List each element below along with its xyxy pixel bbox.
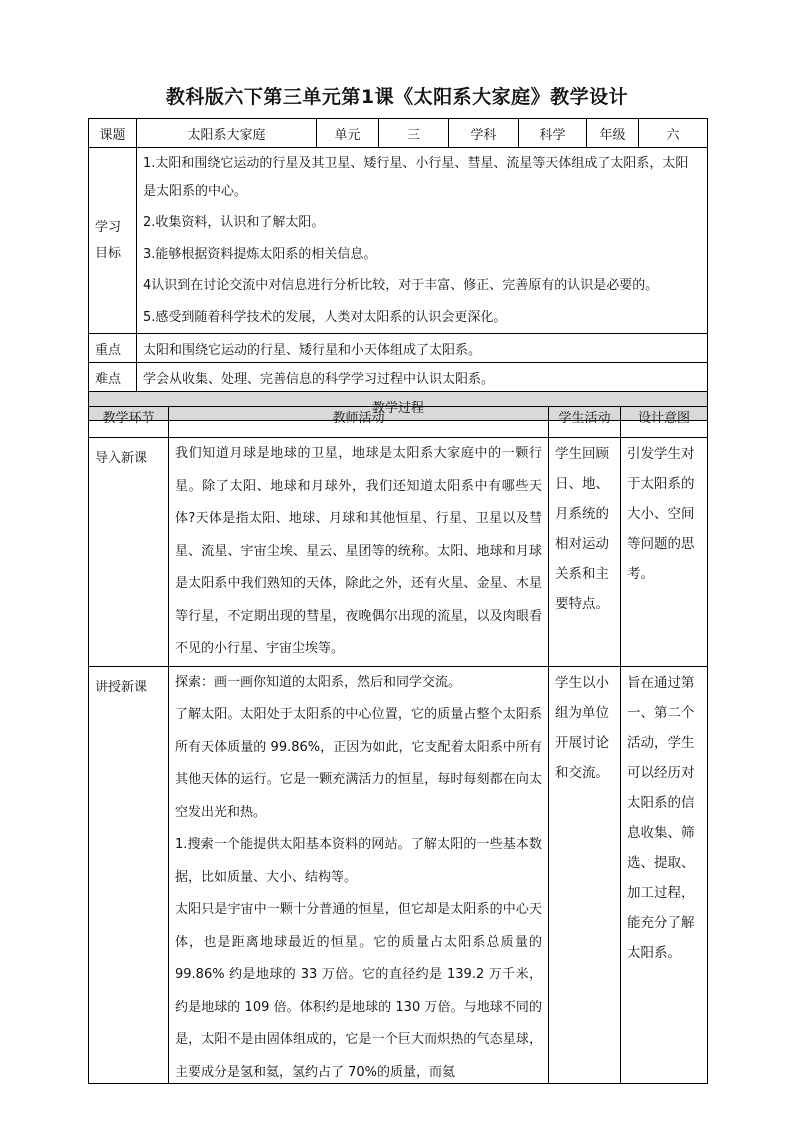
teacher-activity [169, 438, 549, 667]
unit-value: 三 [379, 119, 449, 148]
teacher-paragraph: 探索：画一画你知道的太阳系，然后和同学交流。 [175, 674, 462, 690]
goals-cell [137, 148, 708, 334]
intent-text: 引发学生对于太阳系的大小、空间等问题的思考。 [627, 446, 695, 582]
design-intent [621, 666, 708, 1083]
design-intent [621, 438, 708, 667]
goal-item: 3.能够根据资料提炼太阳系的相关信息。 [143, 246, 377, 262]
goal-item: 1.太阳和围绕它运动的行星及其卫星、矮行星、小行星、彗星、流星等天体组成了太阳系，太阳是太阳系的中心。 [143, 156, 689, 199]
header-student: 学生活动 [549, 407, 621, 438]
teacher-paragraph: 我们知道月球是地球的卫星，地球是太阳系大家庭中的一颗行星。除了太阳、地球和月球外，我们还知道太阳系中有哪些天体?天体是指太阳、地球、月球和其他恒星、行星、卫星以及彗星、流星、宇宙尘埃、星云、星团等的统称。太阳、地球和月球是太阳系中我们熟知的天体，除此之外，还有火星、金星、木星等行星，不定期出现的彗星，夜晚偶尔出现的流星，以及肉眼看不见的小行星、宇宙尘埃等。 [175, 446, 542, 656]
table-row [89, 438, 708, 667]
subject-label: 学科 [449, 119, 519, 148]
teacher-paragraph: 了解太阳。太阳处于太阳系的中心位置，它的质量占整个太阳系所有天体质量的 99.86%，正因为如此，它支配着太阳系中所有其他天体的运行。它是一颗充满活力的恒星，每时每刻都在向太空发出光和热。 [175, 707, 542, 820]
grade-value: 六 [639, 119, 708, 148]
student-text: 学生回顾日、地、月系统的相对运动关系和主要特点。 [555, 446, 609, 612]
lesson-info-table [88, 118, 708, 421]
header-stage: 教学环节 [89, 407, 169, 438]
teacher-paragraph: 太阳只是宇宙中一颗十分普通的恒星，但它却是太阳系的中心天体，也是距离地球最近的恒星。它的质量占太阳系总质量的 99.86% 约是地球的 33 万倍。它的直径约是 139.2 万千米，约是地球的 109 倍。体积约是地球的 130 万倍。与地球不同的是，太阳不是由固体组成的，它是一个巨大而炽热的气态星球，主要成分是氢和氦，氢约占了 70%的质量，而氦 [175, 902, 542, 1080]
stage-name: 导入新课 [89, 438, 169, 667]
page-title: 教科版六下第三单元第1课《太阳系大家庭》教学设计 [165, 86, 629, 108]
teacher-activity [169, 666, 549, 1083]
course-value: 太阳系大家庭 [137, 119, 317, 148]
key-point-text: 太阳和围绕它运动的行星、矮行星和小天体组成了太阳系。 [137, 334, 708, 363]
intent-text: 旨在通过第一、第二个活动，学生可以经历对太阳系的信息收集、筛选、提取、加工过程，能充分了解太阳系。 [627, 674, 695, 961]
key-point-label: 重点 [89, 334, 137, 363]
grade-label: 年级 [587, 119, 639, 148]
teacher-paragraph: 1.搜索一个能提供太阳基本资料的网站。了解太阳的一些基本数据，比如质量、大小、结构等。 [175, 837, 542, 885]
difficulty-text: 学会从收集、处理、完善信息的科学学习过程中认识太阳系。 [137, 363, 708, 392]
goals-label: 学习 目标 [89, 148, 137, 334]
subject-value: 科学 [519, 119, 587, 148]
course-label: 课题 [89, 119, 137, 148]
header-teacher: 教师活动 [169, 407, 549, 438]
student-text: 学生以小组为单位开展讨论和交流。 [555, 674, 609, 781]
process-title: 教学过程 [89, 392, 708, 421]
stage-name: 讲授新课 [89, 666, 169, 1083]
table-row [89, 666, 708, 1083]
goal-item: 5.感受到随着科学技术的发展，人类对太阳系的认识会更深化。 [143, 309, 507, 325]
teaching-process-table [88, 406, 708, 1084]
student-activity [549, 666, 621, 1083]
goal-item: 2.收集资料，认识和了解太阳。 [143, 215, 325, 230]
student-activity [549, 438, 621, 667]
header-intent: 设计意图 [621, 407, 708, 438]
difficulty-label: 难点 [89, 363, 137, 392]
unit-label: 单元 [317, 119, 379, 148]
goal-item: 4认识到在讨论交流中对信息进行分析比较，对于丰富、修正、完善原有的认识是必要的。 [143, 278, 659, 293]
